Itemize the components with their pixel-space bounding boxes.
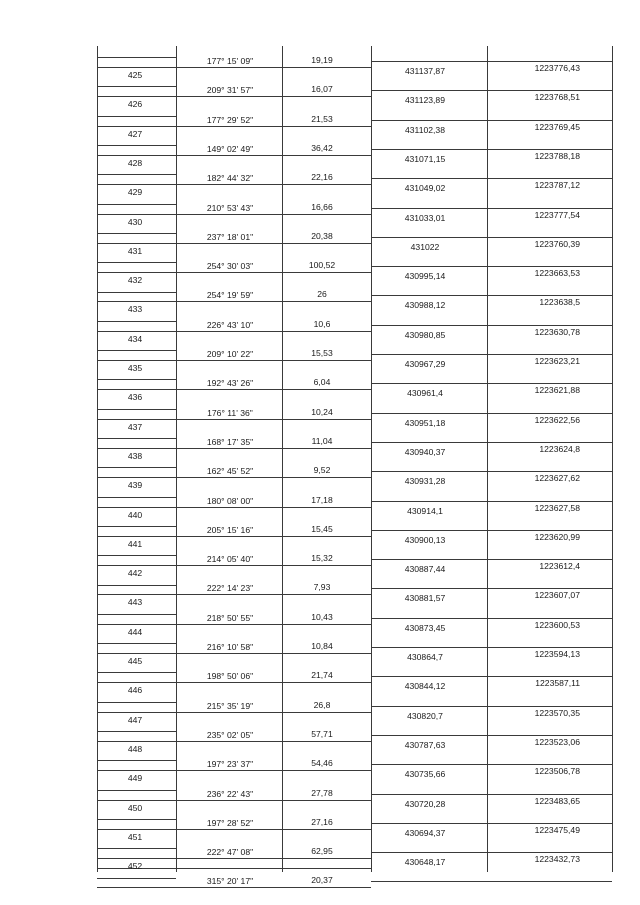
angle-cell: 226° 43' 10" [206, 319, 254, 330]
distance-cell: 10,43 [311, 611, 333, 622]
angle-cell: 209° 31' 57" [206, 85, 254, 96]
row-line-right [371, 706, 612, 707]
y-coordinate-cell: 1223620,99 [534, 531, 580, 542]
x-coordinate-cell: 430648,17 [404, 857, 446, 868]
y-coordinate-cell: 1223788,18 [534, 150, 580, 161]
y-coordinate-cell: 1223600,53 [534, 619, 580, 630]
trailing-angle-cell: 315° 20' 17" [206, 876, 254, 887]
point-number-cell: 452 [127, 861, 143, 872]
trailing-distance-cell: 20,37 [311, 875, 333, 886]
row-line-point [97, 585, 176, 586]
row-line-right [371, 237, 612, 238]
angle-cell: 192° 43' 26" [206, 378, 254, 389]
x-coordinate-cell: 430873,45 [404, 622, 446, 633]
x-coordinate-cell: 430881,57 [404, 593, 446, 604]
y-coordinate-cell: 1223475,49 [534, 824, 580, 835]
x-coordinate-cell: 430967,29 [404, 359, 446, 369]
point-number-cell: 428 [127, 157, 143, 168]
distance-cell: 15,53 [311, 348, 333, 358]
y-coordinate-cell: 1223612,4 [539, 561, 580, 572]
row-line-left [97, 741, 371, 742]
row-line-point [97, 116, 176, 117]
row-line-left [97, 301, 371, 302]
distance-cell: 17,18 [311, 494, 333, 505]
row-line-left [97, 770, 371, 771]
row-line-right [371, 881, 612, 882]
angle-cell: 214° 05' 40" [206, 554, 254, 565]
distance-cell: 15,32 [311, 553, 333, 564]
point-number-cell: 429 [127, 187, 143, 198]
point-number-cell: 445 [127, 656, 143, 666]
distance-cell: 11,04 [311, 435, 333, 446]
distance-cell: 22,16 [311, 172, 333, 183]
y-coordinate-cell: 1223624,8 [539, 443, 580, 454]
x-coordinate-cell: 431071,15 [404, 153, 446, 164]
point-number-cell: 434 [127, 333, 143, 344]
y-coordinate-cell: 1223627,58 [534, 502, 580, 513]
row-line-right [371, 295, 612, 296]
row-line-point [97, 174, 176, 175]
x-coordinate-cell: 431022 [410, 241, 440, 252]
x-coordinate-cell: 431049,02 [404, 183, 446, 194]
row-line-left [97, 243, 371, 244]
distance-cell: 27,78 [311, 787, 333, 798]
x-coordinate-cell: 430820,7 [407, 710, 443, 721]
row-line-right [371, 120, 612, 121]
row-line-point [97, 672, 176, 673]
row-line-point [97, 409, 176, 410]
row-line-right [371, 413, 612, 414]
angle-cell: 254° 19' 59" [206, 290, 254, 301]
point-number-cell: 436 [127, 392, 143, 403]
row-line-right [371, 794, 612, 795]
y-coordinate-cell: 1223638,5 [539, 297, 580, 308]
x-coordinate-cell: 430914,1 [407, 505, 443, 516]
angle-cell: 236° 22' 43" [206, 788, 254, 799]
distance-cell: 21,74 [311, 670, 333, 681]
angle-cell: 218° 50' 55" [206, 612, 254, 623]
row-line-right [371, 208, 612, 209]
y-coordinate-cell: 1223570,35 [534, 707, 580, 718]
row-line-right [371, 61, 612, 62]
distance-cell: 62,95 [311, 846, 333, 857]
distance-cell: 10,84 [311, 641, 333, 651]
row-line-left [97, 360, 371, 361]
row-line-right [371, 442, 612, 443]
point-number-cell: 443 [127, 597, 143, 608]
distance-cell: 9,52 [313, 465, 331, 476]
point-number-cell: 433 [127, 304, 143, 315]
y-coordinate-cell: 1223587,11 [535, 678, 580, 689]
row-line-right [371, 618, 612, 619]
distance-cell: 7,93 [313, 582, 331, 593]
row-line-left [97, 389, 371, 390]
row-line-left [97, 507, 371, 508]
row-line-right [371, 676, 612, 677]
angle-cell: 197° 23' 37" [206, 759, 254, 770]
column-divider-1 [97, 46, 98, 872]
row-line-point [97, 878, 176, 879]
angle-cell: 182° 44' 32" [206, 173, 254, 184]
row-line-point [97, 555, 176, 556]
x-coordinate-cell: 430844,12 [404, 681, 446, 692]
y-coordinate-cell: 1223787,12 [534, 180, 580, 191]
row-line-point [97, 848, 176, 849]
angle-cell: 222° 47' 08" [206, 847, 254, 858]
row-line-right [371, 149, 612, 150]
point-number-cell: 425 [127, 70, 143, 80]
x-coordinate-cell: 431033,01 [404, 212, 446, 223]
x-coordinate-cell: 430995,14 [404, 271, 446, 282]
angle-cell: 149° 02' 49" [206, 143, 254, 154]
point-number-cell: 448 [127, 743, 143, 754]
angle-cell: 176° 11' 36" [207, 407, 253, 418]
angle-cell: 177° 15' 09" [206, 56, 254, 66]
row-line-right [371, 325, 612, 326]
distance-cell: 26,8 [313, 699, 331, 710]
angle-cell: 235° 02' 05" [206, 729, 254, 740]
distance-cell: 19,19 [311, 55, 333, 65]
row-line-left [97, 214, 371, 215]
y-coordinate-cell: 1223594,13 [534, 649, 580, 659]
row-line-point [97, 526, 176, 527]
x-coordinate-cell: 430951,18 [404, 417, 446, 428]
row-line-point [97, 379, 176, 380]
angle-cell: 216° 10' 58" [206, 642, 254, 652]
y-coordinate-cell: 1223663,53 [534, 268, 580, 279]
row-line-left [97, 126, 371, 127]
row-line-point [97, 702, 176, 703]
row-line-point [97, 57, 176, 58]
distance-cell: 10,6 [313, 318, 331, 329]
x-coordinate-cell: 430940,37 [404, 446, 446, 457]
row-line-left [97, 477, 371, 478]
row-line-right [371, 764, 612, 765]
y-coordinate-cell: 1223432,73 [534, 854, 580, 865]
point-number-cell: 451 [127, 831, 143, 842]
row-line-left [97, 682, 371, 683]
x-coordinate-cell: 431102,38 [405, 124, 445, 135]
row-line-right [371, 266, 612, 267]
point-number-cell: 442 [127, 568, 143, 579]
row-line-point [97, 145, 176, 146]
distance-cell: 36,42 [311, 142, 333, 153]
column-divider-3 [282, 46, 283, 872]
row-line-point [97, 760, 176, 761]
point-number-cell: 435 [127, 363, 143, 373]
row-line-right [371, 383, 612, 384]
row-line-left [97, 800, 371, 801]
row-line-point [97, 350, 176, 351]
point-number-cell: 439 [127, 480, 143, 491]
row-line-point [97, 819, 176, 820]
row-line-point [97, 790, 176, 791]
row-line-left [97, 712, 371, 713]
x-coordinate-cell: 430900,13 [404, 534, 446, 545]
column-divider-4 [371, 46, 372, 872]
row-line-left [97, 594, 371, 595]
row-line-point [97, 497, 176, 498]
angle-cell: 209° 10' 22" [206, 349, 254, 359]
y-coordinate-cell: 1223483,65 [534, 795, 580, 806]
row-line-point [97, 204, 176, 205]
y-coordinate-cell: 1223627,62 [534, 473, 580, 484]
row-line-point [97, 86, 176, 87]
row-line-point [97, 262, 176, 263]
row-line-left [97, 448, 371, 449]
y-coordinate-cell: 1223607,07 [534, 590, 580, 601]
row-line-left [97, 331, 371, 332]
y-coordinate-cell: 1223760,39 [534, 238, 580, 249]
y-coordinate-cell: 1223777,54 [534, 209, 580, 220]
row-line-right [371, 178, 612, 179]
x-coordinate-cell: 430887,44 [404, 564, 446, 575]
row-line-left [97, 272, 371, 273]
distance-cell: 54,46 [311, 758, 333, 769]
row-line-left [97, 155, 371, 156]
row-line-right [371, 852, 612, 853]
distance-cell: 20,38 [311, 230, 333, 241]
y-coordinate-cell: 1223622,56 [534, 414, 580, 425]
distance-cell: 21,53 [311, 113, 333, 124]
row-line-left [97, 96, 371, 97]
point-number-cell: 450 [127, 802, 143, 813]
row-line-right [371, 530, 612, 531]
x-coordinate-cell: 430988,12 [404, 300, 446, 311]
row-line-point [97, 614, 176, 615]
distance-cell: 16,66 [311, 201, 333, 212]
point-number-cell: 432 [127, 275, 143, 286]
angle-cell: 254° 30' 03" [206, 261, 254, 272]
column-divider-2 [176, 46, 177, 872]
y-coordinate-cell: 1223623,21 [534, 356, 580, 366]
y-coordinate-cell: 1223768,51 [534, 92, 580, 103]
row-line-left [97, 565, 371, 566]
x-coordinate-cell: 430931,28 [404, 476, 446, 487]
distance-cell: 16,07 [311, 84, 333, 95]
row-line-right [371, 559, 612, 560]
point-number-cell: 438 [127, 450, 143, 461]
point-number-cell: 426 [127, 99, 143, 110]
angle-cell: 237° 18' 01" [206, 231, 254, 242]
row-line-left [97, 184, 371, 185]
distance-cell: 26 [317, 289, 327, 300]
row-line-right [371, 588, 612, 589]
x-coordinate-cell: 431123,89 [405, 95, 445, 106]
point-number-cell: 431 [127, 245, 143, 256]
x-coordinate-cell: 430735,66 [404, 769, 446, 780]
x-coordinate-cell: 430720,28 [404, 798, 446, 809]
angle-cell: 177° 29' 52" [206, 114, 254, 125]
row-line-point [97, 438, 176, 439]
x-coordinate-cell: 430980,85 [404, 329, 446, 340]
row-line-right [371, 647, 612, 648]
y-coordinate-cell: 1223621,88 [534, 385, 580, 396]
x-coordinate-cell: 430787,63 [404, 739, 446, 750]
row-line-point [97, 321, 176, 322]
column-divider-6 [612, 46, 613, 872]
angle-cell: 197° 28' 52" [206, 817, 254, 828]
point-number-cell: 449 [127, 773, 143, 784]
row-line-right [371, 90, 612, 91]
distance-cell: 15,45 [311, 523, 333, 534]
point-number-cell: 427 [127, 128, 143, 139]
point-number-cell: 446 [127, 685, 143, 696]
point-number-cell: 444 [127, 626, 143, 637]
angle-cell: 205° 15' 16" [206, 524, 254, 535]
x-coordinate-cell: 430864,7 [407, 652, 443, 662]
row-line-point [97, 731, 176, 732]
y-coordinate-cell: 1223769,45 [534, 121, 580, 132]
x-coordinate-cell: 431137,87 [405, 66, 445, 76]
angle-cell: 162° 45' 52" [206, 466, 254, 477]
distance-cell: 57,71 [311, 728, 333, 739]
y-coordinate-cell: 1223506,78 [534, 766, 580, 777]
row-line-point [97, 292, 176, 293]
angle-cell: 168° 17' 35" [206, 436, 254, 447]
x-coordinate-cell: 430694,37 [404, 827, 446, 838]
row-line-left [97, 419, 371, 420]
angle-cell: 198° 50' 06" [206, 671, 254, 682]
column-divider-5 [487, 46, 488, 872]
distance-cell: 6,04 [313, 377, 331, 388]
x-coordinate-cell: 430961,4 [407, 388, 443, 399]
distance-cell: 100,52 [308, 260, 336, 271]
point-number-cell: 430 [127, 216, 143, 227]
row-line-left [97, 536, 371, 537]
distance-cell: 27,16 [311, 816, 333, 827]
distance-cell: 10,24 [311, 406, 333, 417]
angle-cell: 210° 53' 43" [206, 202, 254, 213]
row-line-left [97, 653, 371, 654]
row-line-right [371, 354, 612, 355]
angle-cell: 222° 14' 23" [206, 583, 254, 594]
row-line-point [97, 643, 176, 644]
y-coordinate-cell: 1223630,78 [534, 326, 580, 337]
y-coordinate-cell: 1223523,06 [534, 736, 580, 747]
row-line-left [97, 887, 371, 888]
point-number-cell: 441 [127, 538, 143, 549]
row-line-right [371, 823, 612, 824]
row-line-point [97, 467, 176, 468]
row-line-left [97, 858, 371, 859]
row-line-right [371, 471, 612, 472]
point-number-cell: 437 [127, 421, 143, 432]
angle-cell: 180° 08' 00" [206, 495, 254, 506]
row-line-right [371, 501, 612, 502]
row-line-point [97, 233, 176, 234]
row-line-left [97, 829, 371, 830]
row-line-left [97, 624, 371, 625]
row-line-right [371, 735, 612, 736]
row-line-left [97, 67, 371, 68]
point-number-cell: 447 [127, 714, 143, 725]
y-coordinate-cell: 1223776,43 [534, 63, 580, 73]
angle-cell: 215° 35' 19" [206, 700, 254, 711]
point-number-cell: 440 [127, 509, 143, 520]
